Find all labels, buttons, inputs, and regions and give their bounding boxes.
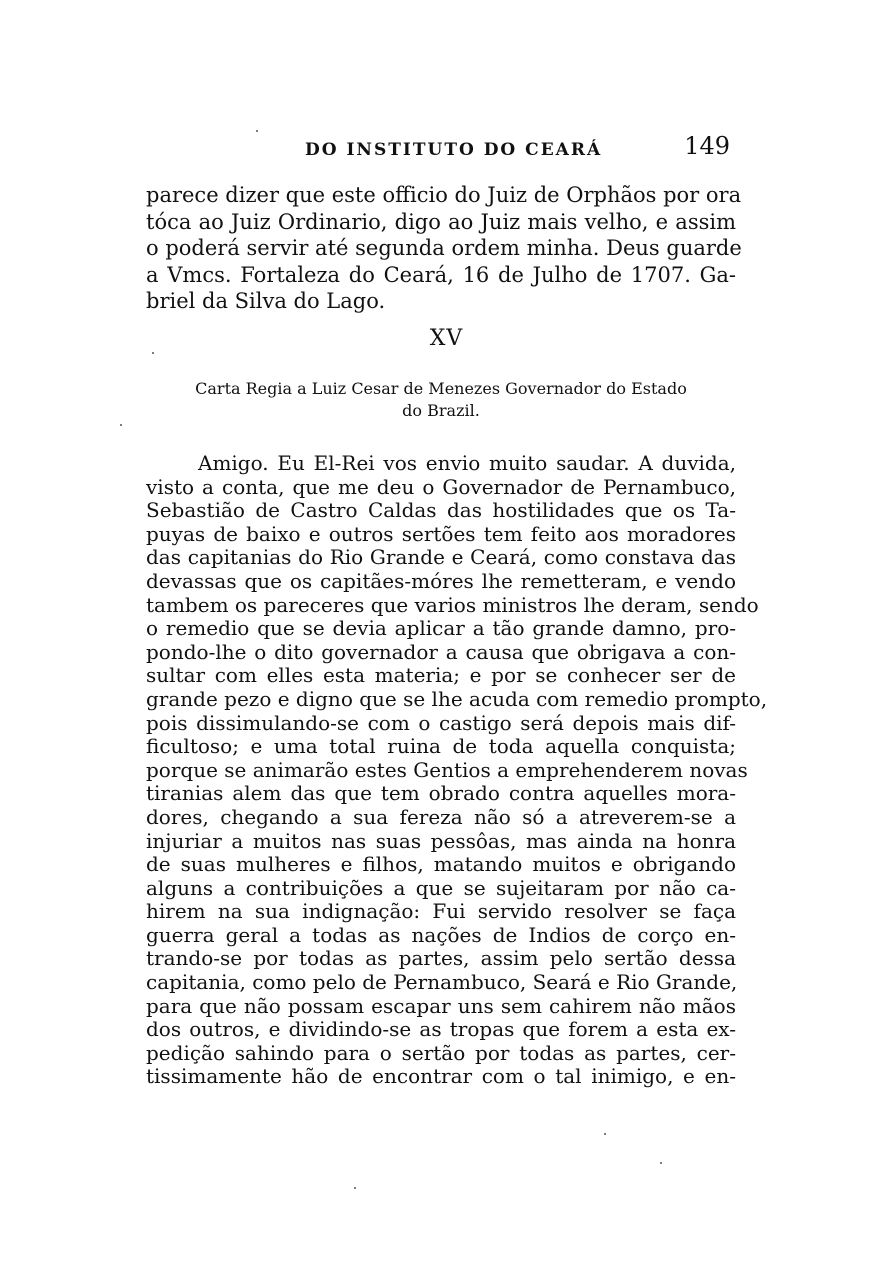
text-line: das capitanias do Rio Grande e Ceará, como constava das	[146, 545, 736, 570]
page-header	[300, 132, 740, 166]
running-title: DO INSTITUTO DO CEARÁ	[305, 140, 603, 160]
text-line: Sebastião de Castro Caldas das hostilidades que os Ta-	[146, 498, 736, 523]
scan-speck	[660, 1162, 662, 1164]
text-line: visto a conta, que me deu o Governador de Pernambuco,	[146, 474, 736, 499]
text-line: porque se animarão estes Gentios a emprehenderem novas	[146, 757, 748, 782]
text-line: dores, chegando a sua fereza não só a atreverem-se a	[146, 804, 736, 829]
text-line: o remedio que se devia aplicar a tão grande damno, pro-	[146, 616, 736, 641]
text-line: de suas mulheres e filhos, matando muitos e obrigando	[146, 852, 736, 877]
text-line: hirem na sua indignação: Fui servido resolver se faça	[146, 899, 736, 924]
scan-speck	[354, 1187, 356, 1189]
text-line: briel da Silva do Lago.	[146, 289, 386, 313]
section-number: XV	[429, 326, 464, 351]
text-line: o poderá servir até segunda ordem minha. Deus guarde	[146, 236, 742, 260]
top-paragraph	[146, 182, 742, 315]
text-line: trando-se por todas as partes, assim pelo sertão dessa	[146, 946, 736, 971]
text-line: puyas de baixo e outros sertões tem feito aos moradores	[146, 521, 736, 546]
text-line: guerra geral a todas as nações de Indios de corço en-	[146, 922, 736, 947]
scan-speck	[152, 352, 154, 354]
text-line: tiranias alem das que tem obrado contra aquelles mora-	[146, 781, 736, 806]
text-line: pedição sahindo para o sertão por todas as partes, cer-	[146, 1040, 736, 1065]
text-line: para que não possam escapar uns sem cahirem não mãos	[146, 993, 736, 1018]
text-line: capitania, como pelo de Pernambuco, Seará e Rio Grande,	[146, 970, 738, 995]
text-line: parece dizer que este officio do Juiz de Orphãos por ora	[146, 183, 742, 207]
section-subtitle	[146, 378, 736, 422]
scan-speck	[604, 1133, 606, 1135]
text-line: Amigo. Eu El-Rei vos envio muito saudar. A duvida,	[198, 451, 736, 475]
subtitle-line: Carta Regia a Luiz Cesar de Menezes Governador do Estado	[195, 379, 687, 398]
text-line: injuriar a muitos nas suas pessôas, mas ainda na honra	[146, 828, 736, 853]
text-line: dos outros, e dividindo-se as tropas que forem a esta ex-	[146, 1017, 736, 1042]
text-line: tissimamente hão de encontrar com o tal inimigo, e en-	[146, 1064, 736, 1089]
text-line: devassas que os capitães-móres lhe remetteram, e vendo	[146, 568, 736, 593]
text-line: pois dissimulando-se com o castigo será depois mais dif-	[146, 710, 736, 735]
text-line: grande pezo e digno que se lhe acuda com remedio prompto,	[146, 686, 768, 711]
text-line: a Vmcs. Fortaleza do Ceará, 16 de Julho de 1707. Ga-	[146, 262, 736, 287]
text-line: ficultoso; e uma total ruina de toda aquella conquista;	[146, 734, 736, 759]
text-line: alguns a contribuições a que se sujeitaram por não ca-	[146, 875, 736, 900]
scan-speck	[120, 424, 122, 426]
main-paragraph	[146, 451, 768, 1089]
page-number: 149	[684, 132, 730, 160]
text-line: tóca ao Juiz Ordinario, digo ao Juiz mais velho, e assim	[146, 209, 736, 234]
subtitle-line: do Brazil.	[402, 401, 480, 420]
scan-speck	[256, 130, 258, 132]
text-line: sultar com elles esta materia; e por se conhecer ser de	[146, 663, 736, 688]
text-line: pondo-lhe o dito governador a causa que obrigava a con-	[146, 639, 736, 664]
text-line: tambem os pareceres que varios ministros lhe deram, sendo	[146, 592, 759, 617]
